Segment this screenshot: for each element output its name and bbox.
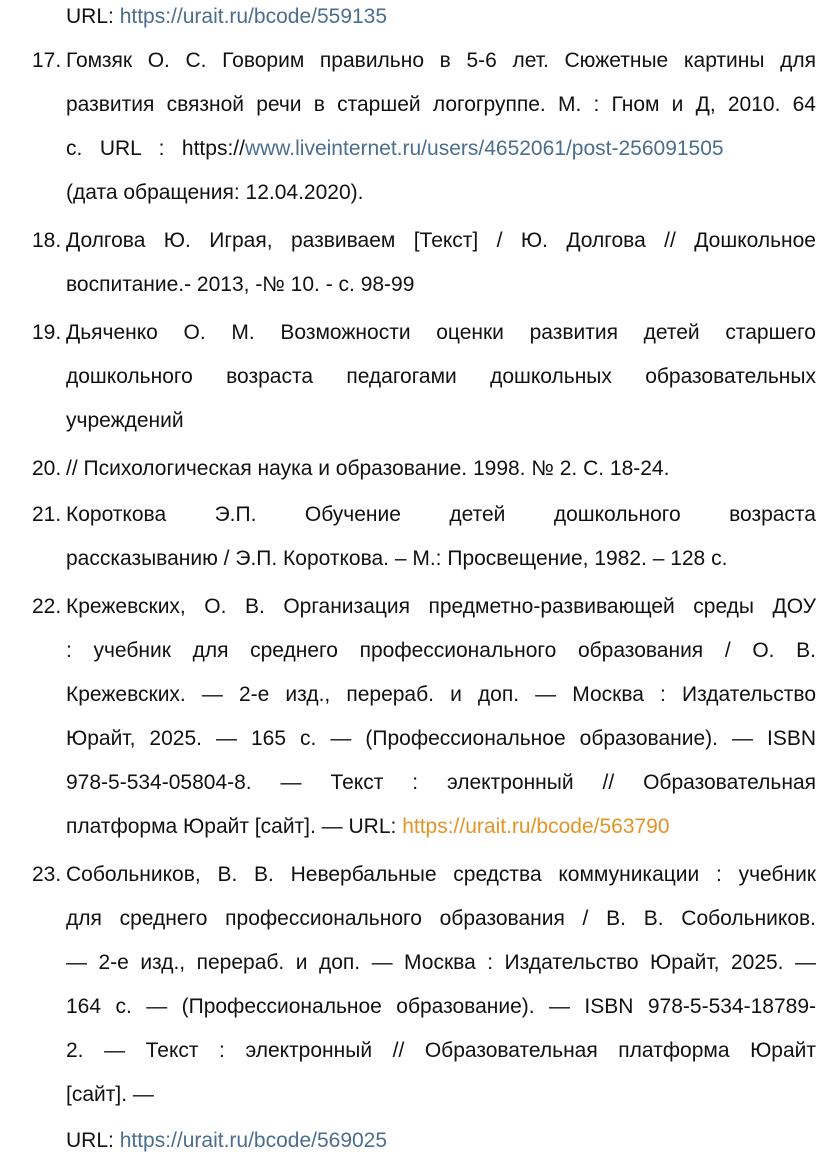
entry-21-line-2: рассказыванию / Э.П. Короткова. – М.: Просвещение, 1982. – 128 с. <box>66 547 728 570</box>
top-url-line <box>66 2 816 32</box>
entry-18-line-2: воспитание.- 2013, -№ 10. - с. 98-99 <box>66 273 415 296</box>
entry-19-line-3: учреждений <box>66 409 184 432</box>
entry-17-line-1: Гомзяк О. С. Говорим правильно в 5-6 лет. Сюжетные картины для <box>66 49 816 72</box>
entry-20-number: 20. <box>32 457 62 480</box>
entry-21-line-1: Короткова Э.П. Обучение детей дошкольного возраста <box>66 503 816 526</box>
entry-22-url-prefix: платформа Юрайт [сайт]. — URL: <box>66 815 403 838</box>
url-label: URL: <box>66 1129 120 1152</box>
top-url-link[interactable]: https://urait.ru/bcode/559135 <box>119 5 388 28</box>
entry-23-line-4: 164 с. — (Профессиональное образование). — ISBN 978-5-534-18789- <box>66 995 816 1018</box>
entry-21-number: 21. <box>32 503 62 526</box>
entry-18-number: 18. <box>32 229 62 252</box>
entry-23-line-6: [сайт]. — <box>66 1083 154 1106</box>
entry-23-line-3: — 2-е изд., перераб. и доп. — Москва : Издательство Юрайт, 2025. — <box>66 951 816 974</box>
entry-23-number: 23. <box>32 863 62 886</box>
entry-19-number: 19. <box>32 321 62 344</box>
entry-17-link[interactable]: www.liveinternet.ru/users/4652061/post-256091505 <box>244 137 724 160</box>
entry-23-line-5: 2. — Текст : электронный // Образовательная платформа Юрайт <box>66 1039 816 1062</box>
entry-17-line-2: развития связной речи в старшей логогруппе. М. : Гном и Д, 2010. 64 <box>66 93 816 116</box>
entry-22-line-4: Юрайт, 2025. — 165 с. — (Профессиональное образование). — ISBN <box>66 727 816 750</box>
entry-17-number: 17. <box>32 49 62 72</box>
entry-17-line-3 <box>66 134 816 164</box>
entry-19-line-2: дошкольного возраста педагогами дошкольных образовательных <box>66 365 816 388</box>
entry-22-line-6 <box>66 812 816 842</box>
entry-22-link[interactable]: https://urait.ru/bcode/563790 <box>402 815 670 838</box>
entry-18-line-1: Долгова Ю. Играя, развиваем [Текст] / Ю. Долгова // Дошкольное <box>66 229 816 252</box>
entry-23-line-1: Собольников, В. В. Невербальные средства коммуникации : учебник <box>66 863 816 886</box>
entry-23-line-2: для среднего профессионального образования / В. В. Собольников. <box>66 907 816 930</box>
entry-22-line-2: : учебник для среднего профессионального образования / О. В. <box>66 639 816 662</box>
entry-17-url-prefix: с. URL : https:// <box>66 137 245 160</box>
bottom-url-line <box>66 1126 816 1156</box>
entry-22-line-5: 978-5-534-05804-8. — Текст : электронный // Образовательная <box>66 771 816 794</box>
bottom-url-link[interactable]: https://urait.ru/bcode/569025 <box>119 1129 388 1152</box>
entry-17-line-4: (дата обращения: 12.04.2020). <box>66 181 364 204</box>
entry-19-line-1: Дьяченко О. М. Возможности оценки развития детей старшего <box>66 321 816 344</box>
entry-22-line-3: Крежевских. — 2-е изд., перераб. и доп. — Москва : Издательство <box>66 683 816 706</box>
entry-22-line-1: Крежевских, О. В. Организация предметно-развивающей среды ДОУ <box>66 595 816 618</box>
url-label: URL: <box>66 5 120 28</box>
entry-22-number: 22. <box>32 595 62 618</box>
entry-20-line-1: // Психологическая наука и образование. 1998. № 2. С. 18-24. <box>66 457 670 480</box>
